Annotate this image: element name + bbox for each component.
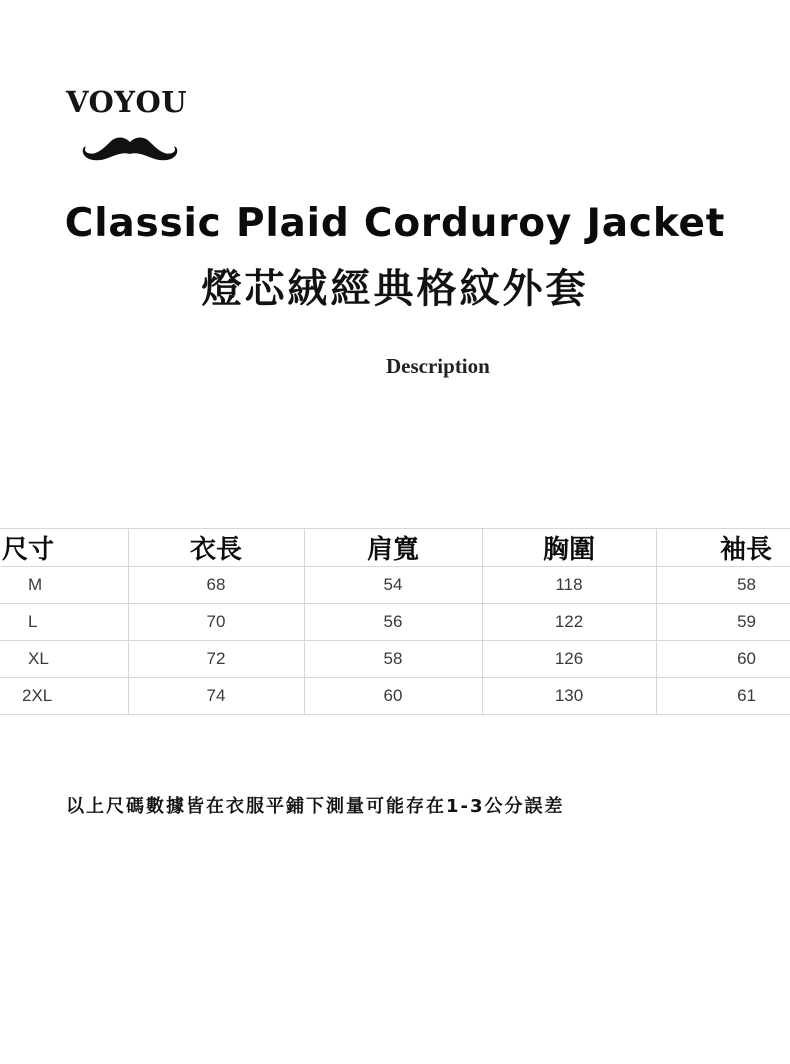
brand-name: VOYOU [66, 85, 188, 119]
brand-logo [66, 85, 196, 119]
product-title-en: Classic Plaid Corduroy Jacket [64, 201, 726, 246]
product-title-zh: 燈芯絨經典格紋外套 [201, 266, 589, 312]
table-cell: M [0, 567, 128, 604]
table-row [0, 641, 790, 678]
size-chart-table [0, 528, 790, 715]
table-cell: 59 [656, 604, 790, 641]
table-cell: 58 [304, 641, 482, 678]
table-row [0, 567, 790, 604]
header-shoulder: 肩寬 [304, 529, 482, 567]
table-cell: 122 [482, 604, 656, 641]
table-cell: 61 [656, 678, 790, 715]
table-cell: 60 [304, 678, 482, 715]
header-length: 衣長 [128, 529, 304, 567]
table-cell: L [0, 604, 128, 641]
table-cell: 58 [656, 567, 790, 604]
table-cell: 54 [304, 567, 482, 604]
table-cell: 130 [482, 678, 656, 715]
header-sleeve: 袖長 [656, 529, 790, 567]
table-cell: XL [0, 641, 128, 678]
table-cell: 2XL [0, 678, 128, 715]
table-cell: 72 [128, 641, 304, 678]
table-cell: 118 [482, 567, 656, 604]
header-chest: 胸圍 [482, 529, 656, 567]
mustache-icon [82, 134, 178, 166]
header-size: 尺寸 [0, 529, 128, 567]
table-cell: 70 [128, 604, 304, 641]
table-cell: 68 [128, 567, 304, 604]
table-cell: 126 [482, 641, 656, 678]
measurement-note: 以上尺碼數據皆在衣服平鋪下測量可能存在1-3公分誤差 [66, 796, 565, 817]
table-cell: 60 [656, 641, 790, 678]
table-cell: 56 [304, 604, 482, 641]
table-row [0, 678, 790, 715]
table-row [0, 604, 790, 641]
description-heading: Description [386, 354, 490, 378]
table-cell: 74 [128, 678, 304, 715]
table-header-row [0, 529, 790, 567]
